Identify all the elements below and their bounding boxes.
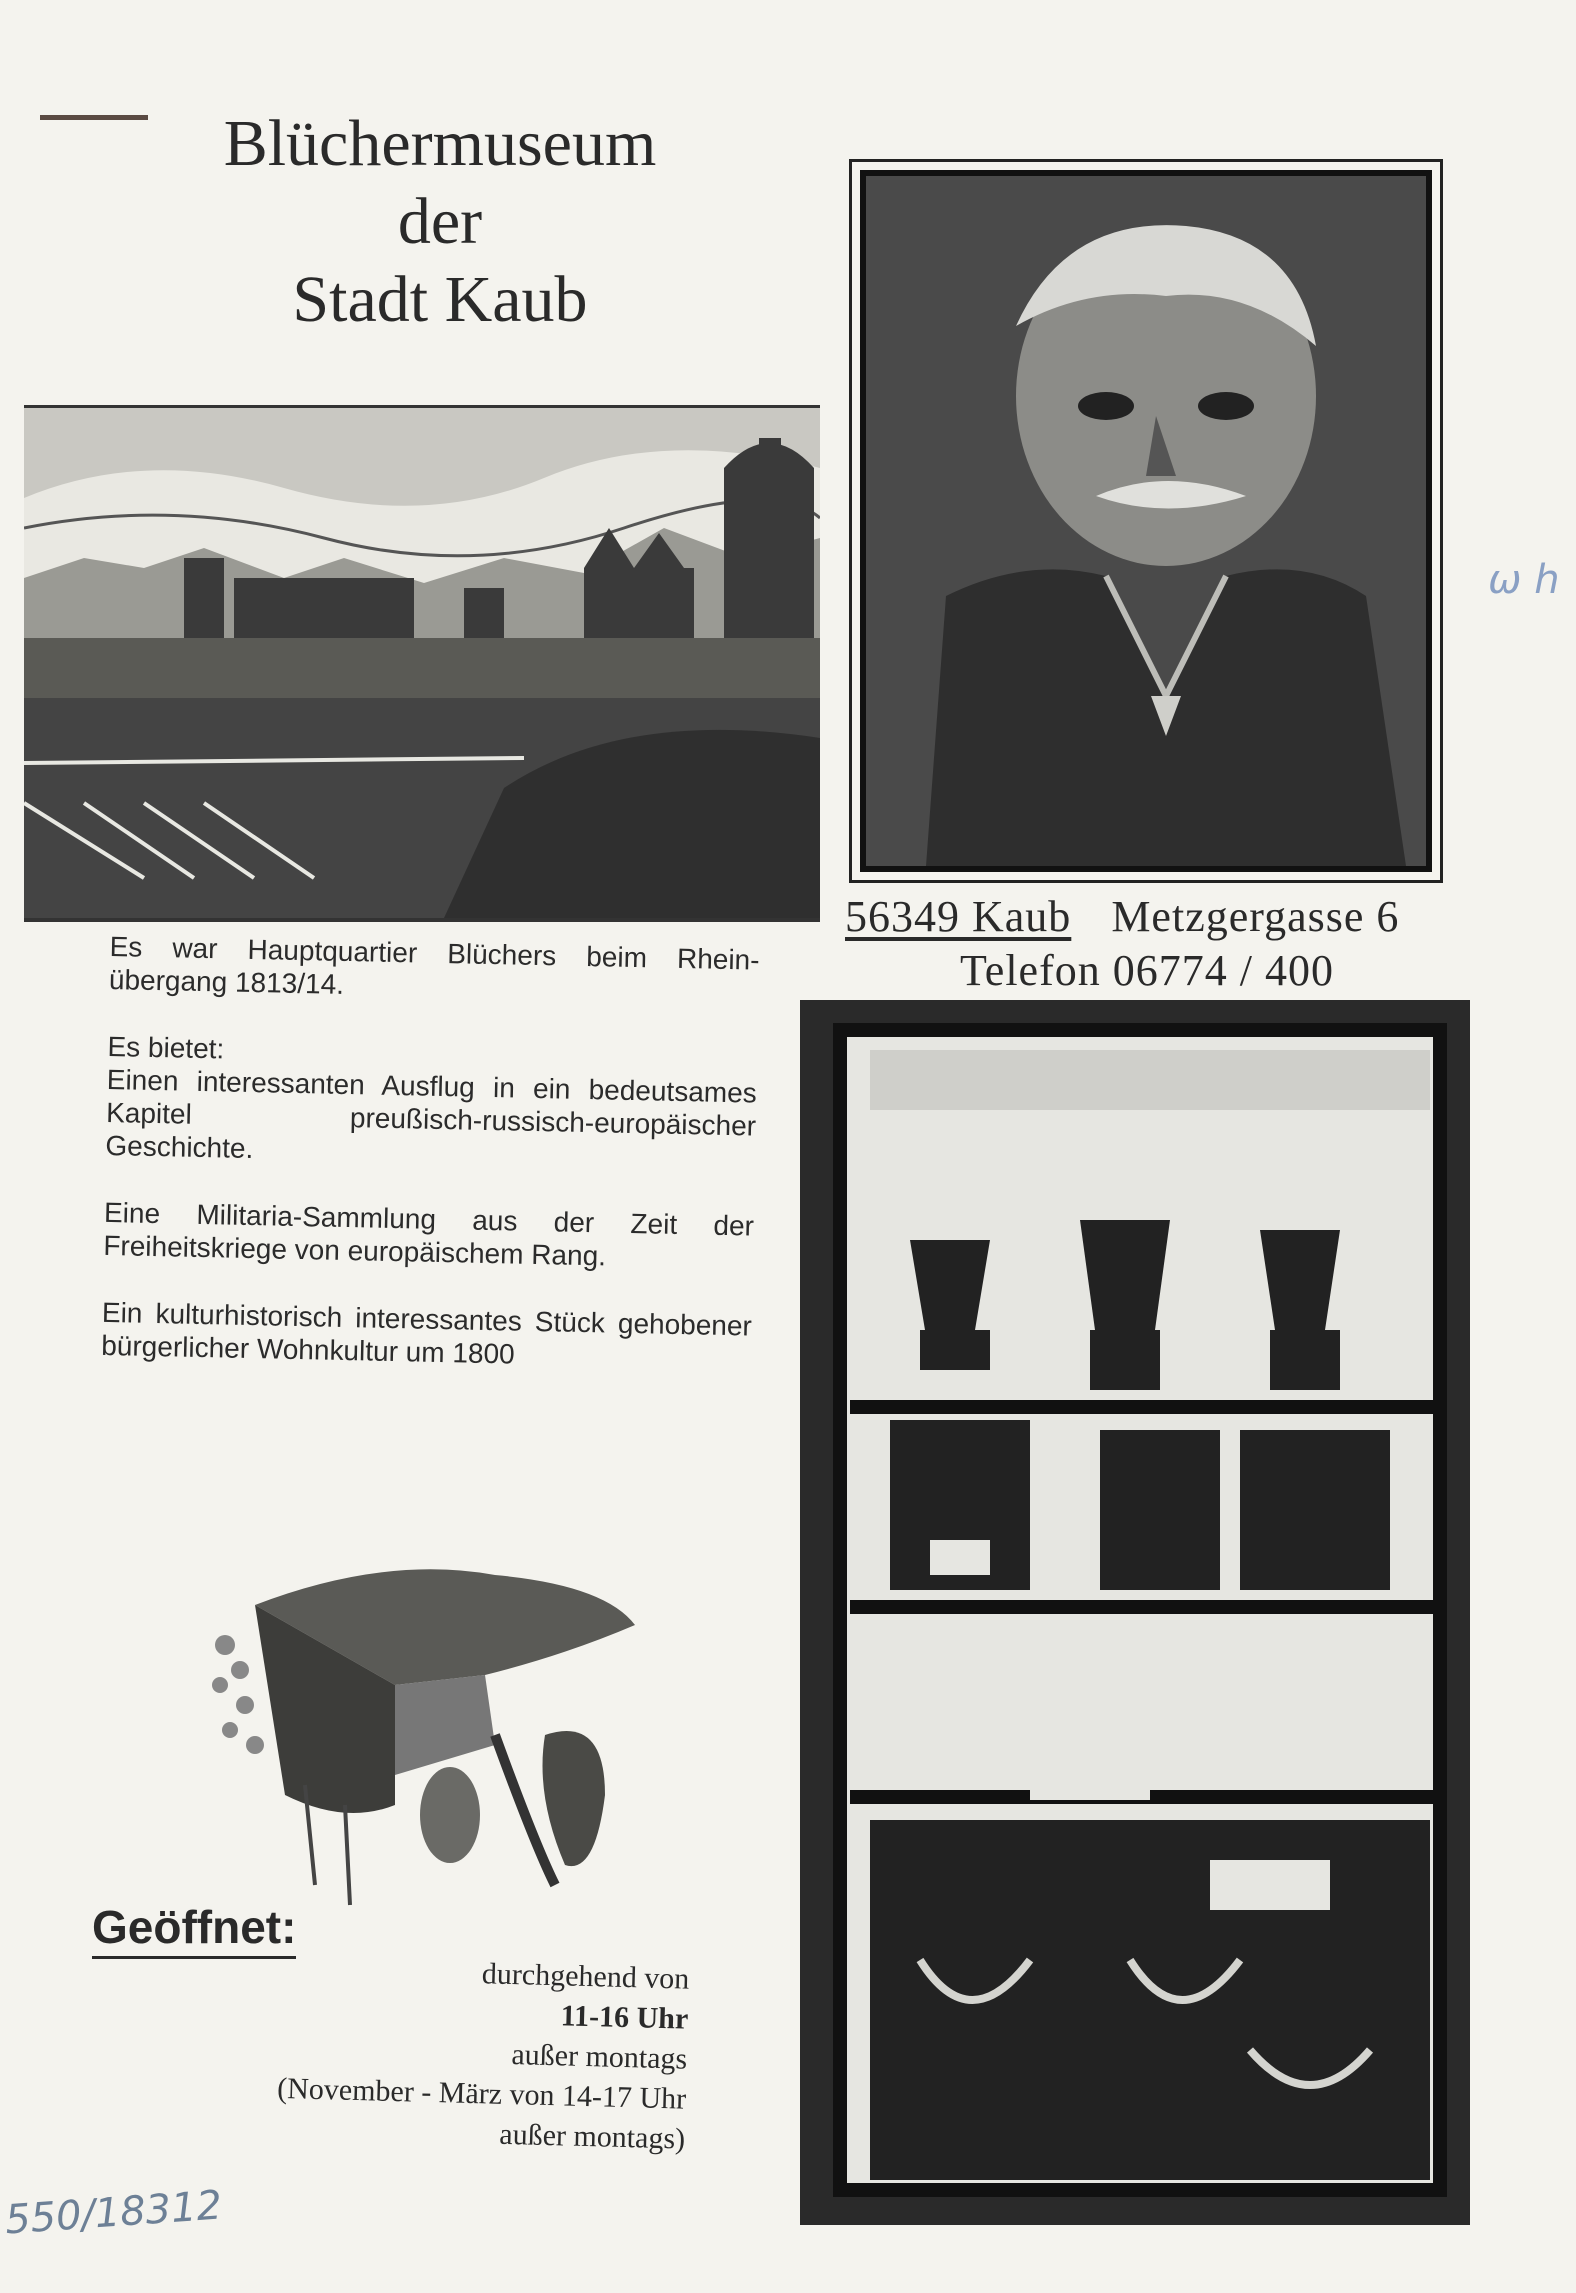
town-engraving-image (24, 405, 820, 922)
museum-address (845, 890, 1485, 998)
offers-heading: Es bietet: (107, 1030, 225, 1065)
phone-number: Telefon 06774 / 400 (960, 946, 1334, 995)
opening-hours-heading: Geöffnet: (92, 1900, 296, 1959)
hours-line-3: außer montags (511, 2038, 688, 2076)
hours-line-4: (November - März von 14-17 Uhr (276, 2071, 687, 2116)
hours-line-1: durchgehend von (481, 1957, 690, 1996)
museum-description (100, 930, 760, 1410)
intro-paragraph: Es war Hauptquartier Blüchers beim Rhein-übergang 1813/14. (108, 930, 760, 1000)
offer-paragraph-1: Einen interessanten Ausflug in ein bedeutsames Kapitel preußisch-russisch-europäischer Geschichte. (105, 1063, 758, 1165)
shako-hat-drawing (185, 1545, 645, 1915)
museum-title (170, 105, 710, 339)
top-rule (40, 115, 148, 120)
offer-paragraph-3: Ein kulturhistorisch interessantes Stück gehobener bürgerlicher Wohnkultur um 1800 (100, 1296, 753, 1370)
street-address: Metzgergasse 6 (1111, 892, 1400, 941)
margin-handwriting: ω h (1488, 557, 1560, 603)
title-line-1: Blüchermuseum (223, 107, 657, 180)
offer-paragraph-2: Eine Militaria-Sammlung aus der Zeit der Freiheitskriege von europäischem Rang. (103, 1196, 755, 1272)
hours-line-2: 11-16 Uhr (560, 1999, 689, 2036)
title-line-2: der (397, 185, 483, 258)
postal-address: 56349 Kaub (845, 892, 1072, 941)
archive-number-handwriting: 550/18312 (3, 2182, 224, 2244)
title-line-3: Stadt Kaub (292, 263, 588, 336)
hours-line-5: außer montags) (498, 2117, 686, 2156)
opening-hours (125, 1945, 690, 2160)
display-cabinet-photo (800, 1000, 1470, 2225)
bluecher-portrait-image (860, 170, 1432, 872)
